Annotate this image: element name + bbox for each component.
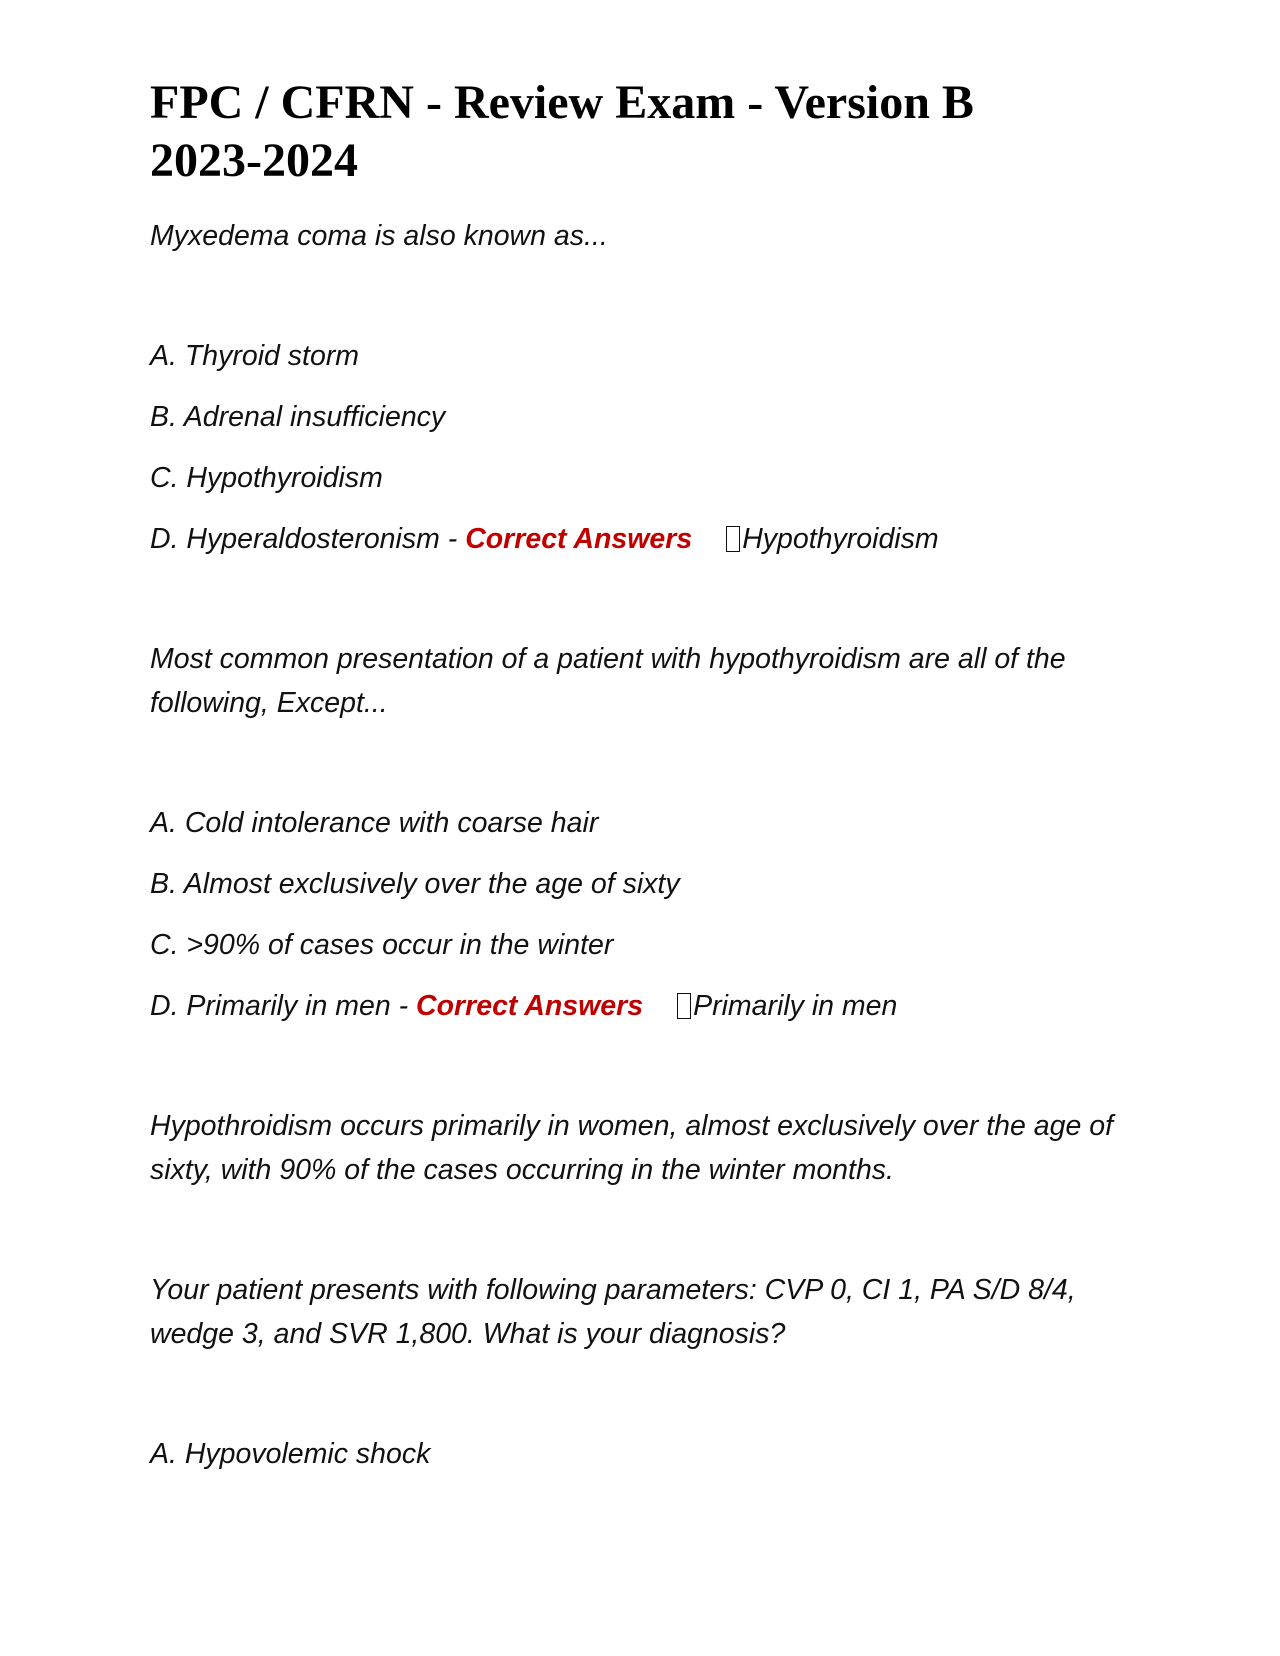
question-3 xyxy=(150,1268,1130,1476)
question-stem: Most common presentation of a patient with hypothyroidism are all of the following, Except... xyxy=(150,643,1066,719)
option-d-with-answer xyxy=(150,517,1130,561)
question-1 xyxy=(150,214,1130,561)
title-line-1: FPC / CFRN - Review Exam - Version B xyxy=(150,76,974,129)
answer-explanation: Hypothroidism occurs primarily in women, almost exclusively over the age of sixty, with 90% of the cases occurring in the winter months. xyxy=(150,1110,1114,1186)
option-b: B. Adrenal insufficiency xyxy=(150,401,446,433)
option-a: A. Thyroid storm xyxy=(150,340,360,372)
question-stem: Myxedema coma is also known as... xyxy=(150,220,608,252)
option-d-with-answer xyxy=(150,984,1130,1028)
option-c: C. Hypothyroidism xyxy=(150,462,383,494)
answer-text: Primarily in men xyxy=(693,990,898,1022)
document-title xyxy=(150,74,1130,190)
question-2 xyxy=(150,637,1130,1192)
option-d: D. Hyperaldosteronism - xyxy=(150,523,466,555)
option-a: A. Hypovolemic shock xyxy=(150,1438,431,1470)
correct-answers-label: Correct Answers xyxy=(465,523,693,555)
option-a: A. Cold intolerance with coarse hair xyxy=(150,807,599,839)
missing-glyph-icon xyxy=(677,993,691,1019)
correct-answers-label: Correct Answers xyxy=(416,990,644,1022)
title-line-2: 2023-2024 xyxy=(150,134,358,187)
missing-glyph-icon xyxy=(726,526,740,552)
option-b: B. Almost exclusively over the age of sixty xyxy=(150,868,680,900)
option-c: C. >90% of cases occur in the winter xyxy=(150,929,614,961)
question-stem: Your patient presents with following parameters: CVP 0, CI 1, PA S/D 8/4, wedge 3, and SVR 1,800. What is your diagnosis? xyxy=(150,1274,1076,1350)
option-d: D. Primarily in men - xyxy=(150,990,417,1022)
document-page xyxy=(150,74,1130,1493)
answer-text: Hypothyroidism xyxy=(742,523,939,555)
